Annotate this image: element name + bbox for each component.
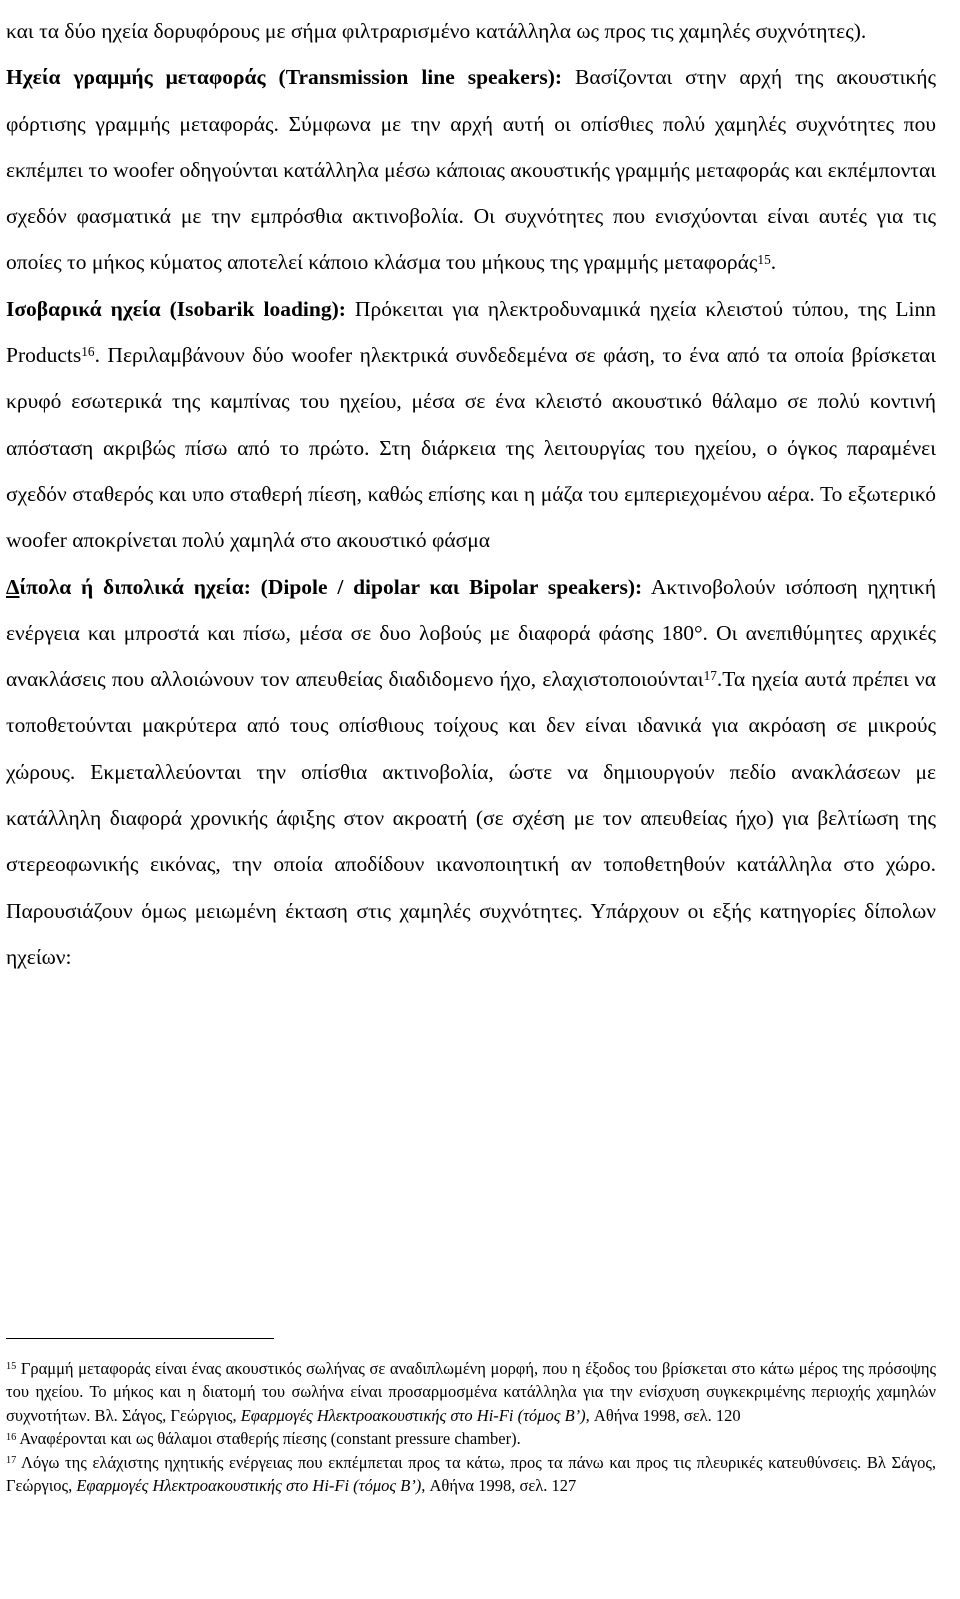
paragraph-text: Ακτινοβολούν ισόποση ηχητική ενέργεια και μπροστά και πίσω, μέσα σε δυο λοβούς με διαφορά φάσης 180°. Οι ανεπιθύμητες αρχικές ανακλάσεις που αλλοιώνουν τον απευθείας διαδιδομενο ήχο, ελαχιστοποιούνται — [6, 574, 936, 692]
footnotes — [6, 1357, 936, 1497]
paragraph-text: και τα δύο ηχεία δορυφόρους με σήμα φιλτραρισμένο κατάλληλα ως προς τις χαμηλές συχνότητες). — [6, 19, 867, 43]
footnote-ref[interactable]: 17 — [703, 668, 717, 684]
footnote-text: Αθήνα 1998, σελ. 127 — [425, 1476, 577, 1496]
footnote-text: Αθήνα 1998, σελ. 120 — [589, 1405, 741, 1425]
footnote-number: 17 — [6, 1455, 17, 1467]
footnote-number: 16 — [6, 1431, 17, 1443]
book-title: Εφαρμογές Ηλεκτροακουστικής στο Hi-Fi (τόμος Β’), — [240, 1405, 590, 1425]
paragraph-text: . — [770, 250, 777, 275]
paragraph-dipole — [6, 564, 936, 981]
footnote-text: Αναφέρονται και ως θάλαμοι σταθερής πίεσης (constant pressure chamber). — [16, 1429, 521, 1449]
paragraph-continuation — [6, 8, 936, 54]
term-heading: Ηχεία γραμμής μεταφοράς (Transmission line speakers): — [6, 65, 563, 90]
footnote-ref[interactable]: 16 — [81, 344, 95, 360]
footnote-ref[interactable]: 15 — [757, 251, 771, 267]
footnote-text: Γραμμή μεταφοράς είναι ένας ακουστικός σωλήνας σε αναδιπλωμένη μορφή, που η έξοδος του βρίσκεται στο κάτω μέρος της πρόσοψης του ηχείου. Το μήκος και η διατομή του σωλήνα είναι προσαρμοσμένα κατάλληλα για την ενίσχυση συγκεκριμένης περιοχής χαμηλών συχνοτήτων. Βλ. Σάγος, Γεώργιος, — [6, 1359, 936, 1425]
paragraph-text: Βασίζονται στην αρχή της ακουστικής φόρτισης γραμμής μεταφοράς. Σύμφωνα με την αρχή αυτή οι οπίσθιες πολύ χαμηλές συχνότητες που εκπέμπει το woofer οδηγούνται κατάλληλα μέσω κάποιας ακουστικής γραμμής μεταφοράς και εκπέμπονται σχεδόν φασματικά με την εμπρόσθια ακτινοβολία. Οι συχνότητες που ενισχύονται είναι αυτές για τις οποίες το μήκος κύματος αποτελεί κάποιο κλάσμα του μήκους της γραμμής μεταφοράς — [6, 65, 936, 275]
paragraph-isobarik — [6, 286, 936, 564]
term-heading-rest: ίπολα ή διπολικά ηχεία: (Dipole / dipolar και Bipolar speakers): — [19, 574, 643, 599]
book-title: Εφαρμογές Ηλεκτροακουστικής στο Hi-Fi (τόμος Β’), — [76, 1476, 426, 1496]
term-heading: Ισοβαρικά ηχεία (Isobarik loading): — [6, 296, 346, 321]
underlined-letter: Δ — [6, 574, 20, 599]
paragraph-text: Πρόκειται για ηλεκτροδυναμικά ηχεία κλειστού τύπου, της Linn Products — [6, 296, 937, 368]
footnote-text: Λόγω της ελάχιστης ηχητικής ενέργειας που εκπέμπεται προς τα κάτω, προς τα πάνω και προς τις πλευρικές κατευθύνσεις. Βλ Σάγος, Γεώργιος, — [6, 1452, 936, 1496]
paragraph-text: .Τα ηχεία αυτά πρέπει να τοποθετούνται μακρύτερα από τους οπίσθιους τοίχους και δεν είναι ιδανικά για ακρόαση σε μικρούς χώρους. Εκμεταλλεύονται την οπίσθια ακτινοβολία, ώστε να δημιουργούν πεδίο ανακλάσεων με κατάλληλη διαφορά χρονικής άφιξης στον ακροατή (σε σχέση με τον απευθείας ήχο) για βελτίωση της στερεοφωνικής εικόνας, την οποία αποδίδουν ικανοποιητική αν τοποθετηθούν κατάλληλα στο χώρο. Παρουσιάζουν όμως μειωμένη έκταση στις χαμηλές συχνότητες. Υπάρχουν οι εξής κατηγορίες δίπολων ηχείων: — [6, 667, 936, 969]
footnote-17 — [6, 1451, 936, 1498]
body-text — [6, 8, 936, 980]
footnote-number: 15 — [6, 1361, 17, 1373]
paragraph-transmission-line — [6, 54, 936, 285]
paragraph-text: . Περιλαμβάνουν δύο woofer ηλεκτρικά συνδεδεμένα σε φάση, το ένα από τα οποία βρίσκεται κρυφό εσωτερικά της καμπίνας του ηχείου, μέσα σε ένα κλειστό ακουστικό θάλαμο σε πολύ κοντινή απόσταση ακριβώς πίσω από το πρώτο. Στη διάρκεια της λειτουργίας του ηχείου, ο όγκος παραμένει σχεδόν σταθερός και υπο σταθερή πίεση, καθώς επίσης και η μάζα του εμπεριεχομένου αέρα. Το εξωτερικό woofer αποκρίνεται πολύ χαμηλά στο ακουστικό φάσμα — [6, 343, 936, 553]
footnote-separator — [6, 1338, 274, 1339]
term-heading — [6, 575, 642, 599]
footnote-15 — [6, 1357, 936, 1427]
footnote-16 — [6, 1427, 936, 1450]
